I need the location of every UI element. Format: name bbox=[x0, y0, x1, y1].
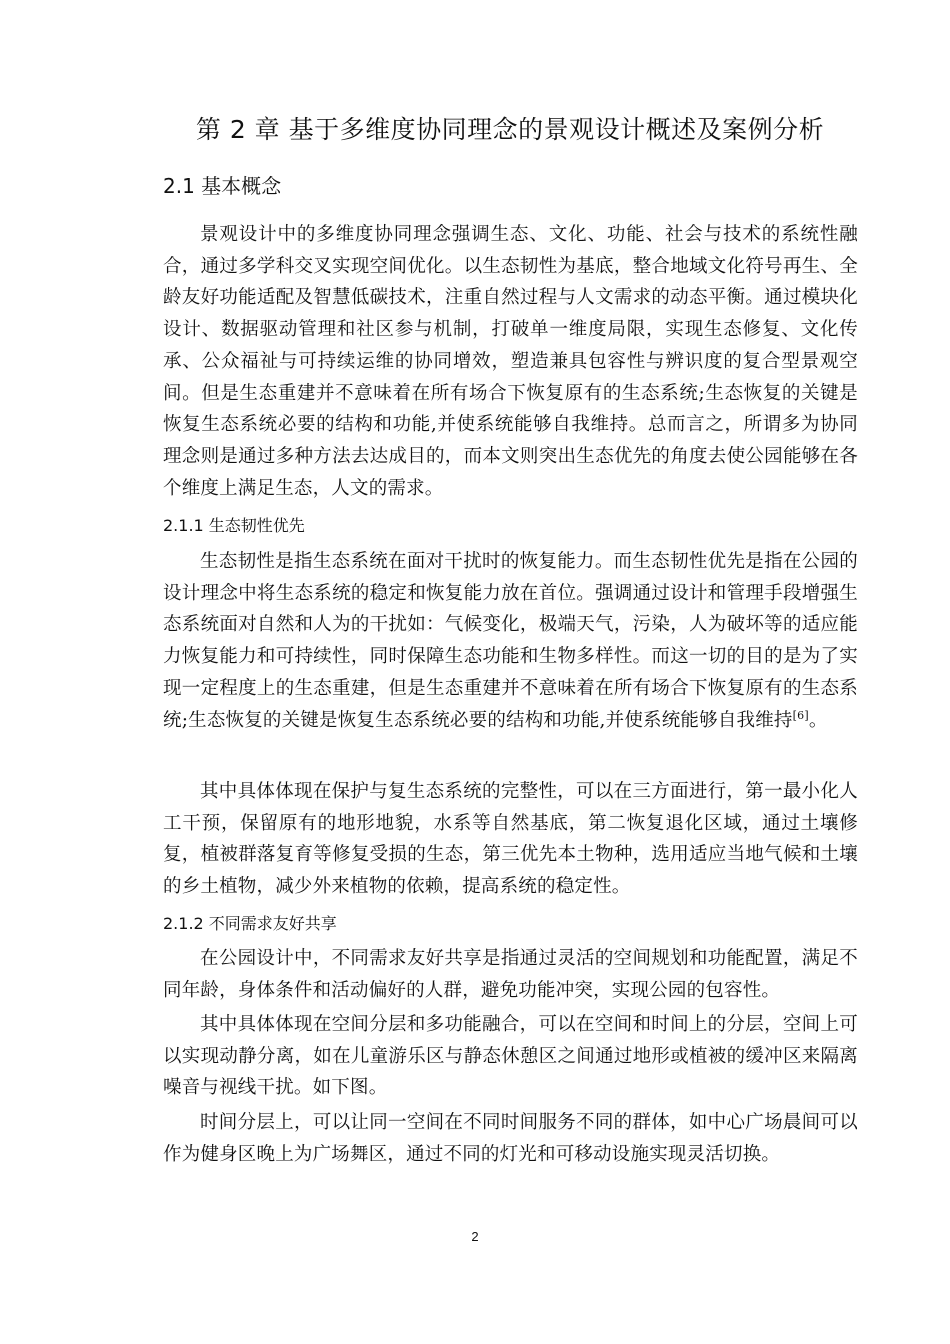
section-intro-paragraph: 景观设计中的多维度协同理念强调生态、文化、功能、社会与技术的系统性融合，通过多学科交叉实现空间优化。以生态韧性为基底，整合地域文化符号再生、全龄友好功能适配及智慧低碳技术，注重自然过程与人文需求的动态平衡。通过模块化设计、数据驱动管理和社区参与机制，打破单一维度局限，实现生态修复、文化传承、公众福祉与可持续运维的协同增效，塑造兼具包容性与辨识度的复合型景观空间。但是生态重建并不意味着在所有场合下恢复原有的生态系统;生态恢复的关键是恢复生态系统必要的结构和功能,并使系统能够自我维持。总而言之，所谓多为协同理念则是通过多种方法去达成目的，而本文则突出生态优先的角度去使公园能够在各个维度上满足生态，人文的需求。 bbox=[163, 224, 858, 499]
citation-marker: [6] bbox=[792, 708, 809, 722]
ecological-resilience-paragraph-1-end: 。 bbox=[808, 709, 828, 731]
friendly-sharing-paragraph-1: 在公园设计中，不同需求友好共享是指通过灵活的空间规划和功能配置，满足不同年龄，身体条件和活动偏好的人群，避免功能冲突，实现公园的包容性。 bbox=[163, 948, 858, 1001]
ecological-resilience-paragraph-1 bbox=[163, 546, 858, 736]
subsection-title-ecological-resilience: 2.1.1 生态韧性优先 bbox=[163, 516, 305, 535]
page-number: 2 bbox=[471, 1229, 479, 1244]
ecological-resilience-paragraph-2: 其中具体体现在保护与复生态系统的完整性，可以在三方面进行，第一最小化人工干预，保留原有的地形地貌，水系等自然基底，第二恢复退化区域，通过土壤修复，植被群落复育等修复受损的生态，第三优先本土物种，选用适应当地气候和土壤的乡土植物，减少外来植物的依赖，提高系统的稳定性。 bbox=[163, 781, 858, 898]
ecological-resilience-paragraph-1-text: 生态韧性是指生态系统在面对干扰时的恢复能力。而生态韧性优先是指在公园的设计理念中将生态系统的稳定和恢复能力放在首位。强调通过设计和管理手段增强生态系统面对自然和人为的干扰如：气候变化，极端天气，污染，人为破坏等的适应能力恢复能力和可持续性，同时保障生态功能和生物多样性。而这一切的目的是为了实现一定程度上的生态重建，但是生态重建并不意味着在所有场合下恢复原有的生态系统;生态恢复的关键是恢复生态系统必要的结构和功能,并使系统能够自我维持 bbox=[163, 551, 858, 731]
section-title: 2.1 基本概念 bbox=[163, 174, 282, 198]
chapter-title: 第 2 章 基于多维度协同理念的景观设计概述及案例分析 bbox=[195, 115, 825, 144]
friendly-sharing-paragraph-3: 时间分层上，可以让同一空间在不同时间服务不同的群体，如中心广场晨间可以作为健身区晚上为广场舞区，通过不同的灯光和可移动设施实现灵活切换。 bbox=[163, 1112, 858, 1165]
friendly-sharing-paragraph-2: 其中具体体现在空间分层和多功能融合，可以在空间和时间上的分层，空间上可以实现动静分离，如在儿童游乐区与静态休憩区之间通过地形或植被的缓冲区来隔离噪音与视线干扰。如下图。 bbox=[163, 1014, 858, 1099]
subsection-title-friendly-sharing: 2.1.2 不同需求友好共享 bbox=[163, 914, 337, 933]
